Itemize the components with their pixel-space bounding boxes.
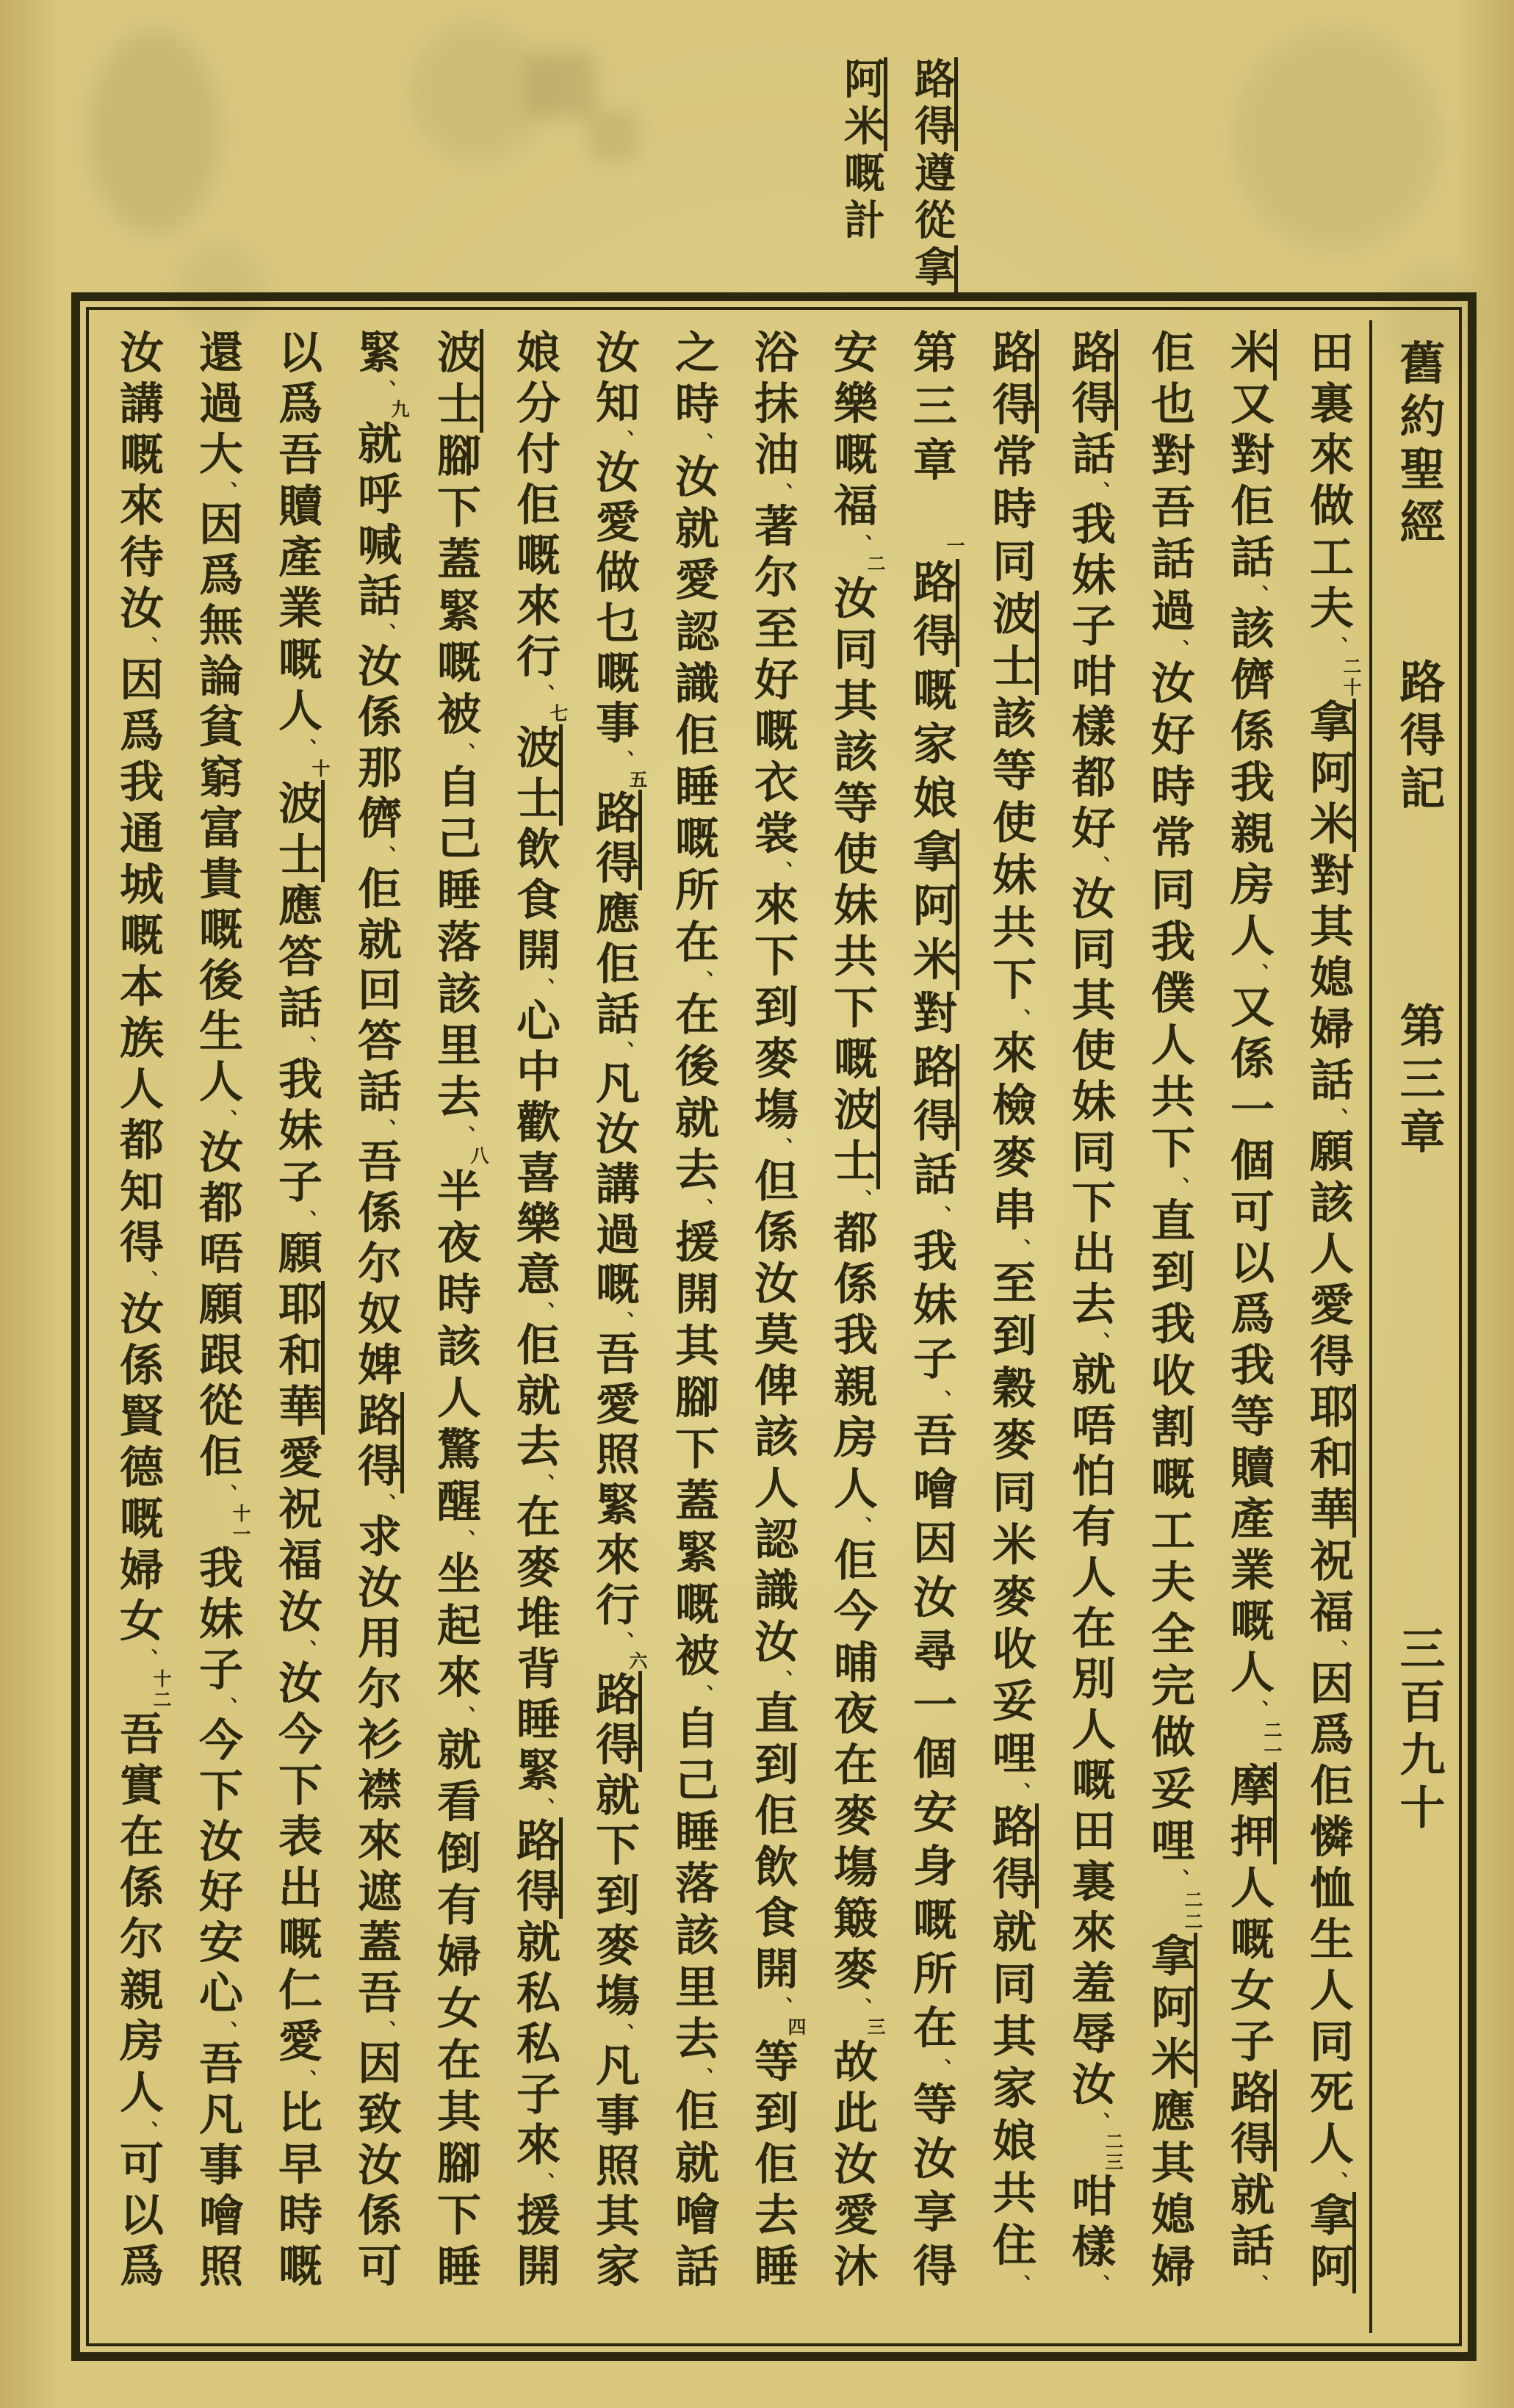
text-run: 應其媳婦: [1145, 2088, 1194, 2293]
verse-number: 五: [627, 769, 646, 790]
text-column: [892, 329, 971, 2293]
text-column: [1209, 329, 1288, 2293]
text-run: 對: [907, 989, 956, 1044]
punctuation-mark: 、: [930, 1205, 951, 1229]
proper-name: 路得: [907, 559, 959, 667]
proper-name: 拿阿: [1304, 2192, 1356, 2293]
proper-name: 拿阿米: [838, 57, 958, 292]
punctuation-mark: 、: [533, 684, 555, 704]
proper-name: 拿阿米: [1145, 1933, 1197, 2088]
proper-name: 路得: [907, 1044, 959, 1152]
text-run: 祝福、因爲佢憐恤生人同死人、: [1304, 1537, 1352, 2192]
punctuation-mark: 、: [533, 978, 555, 998]
text-column: [733, 329, 812, 2293]
text-run: 故此汝愛沐: [828, 2038, 876, 2293]
text-run: 浴抹油、著尔至好嘅衣裳、來下到麥塲、但係汝莫俾該人認識汝、直到佢飲食開、: [749, 329, 797, 2018]
text-run: 就同其家娘共住、: [987, 1908, 1035, 2293]
page-frame: [71, 292, 1477, 2361]
spacer: [1417, 1161, 1419, 1625]
verse-number: 十二: [151, 1669, 170, 1712]
text-run: 、都係我親房人、佢今晡夜在麥塲簸麥、: [828, 1189, 876, 2018]
verse-number: 一: [944, 531, 964, 560]
proper-name: 路得: [909, 57, 958, 151]
punctuation-mark: 、: [613, 750, 634, 770]
running-header: [812, 57, 967, 301]
body-columns: [98, 320, 1368, 2333]
title-column: [1369, 320, 1453, 2333]
text-run: 話、我妹子咁樣都好、汝同其使妹同下出去、就唔怕有人在別人嘅田裏來羞辱汝、: [1066, 430, 1114, 2132]
punctuation-mark: 、: [375, 2020, 396, 2041]
punctuation-mark: 、: [454, 1705, 475, 1726]
text-run: 嘅家娘: [907, 666, 956, 829]
text-column: [1130, 329, 1209, 2293]
punctuation-mark: 、: [613, 1311, 634, 1331]
punctuation-mark: 、: [1089, 480, 1110, 501]
text-run: 咁樣、: [1066, 2172, 1114, 2293]
proper-name: 米: [1225, 329, 1277, 381]
text-run: 就私私子來、援開: [511, 1919, 559, 2293]
text-run: 吾實在係尔親房人、可以爲: [114, 1711, 162, 2293]
text-run: 該等使妹共下、來檢麥串、至到穀麥同米麥收妥哩、: [987, 694, 1035, 1804]
punctuation-mark: 、: [375, 623, 396, 644]
bleedthrough-smudge: [529, 51, 595, 118]
text-run: 應佢話、凡汝講過嘅、吾愛照緊來行、: [590, 890, 638, 1651]
text-column: [178, 329, 257, 2293]
punctuation-mark: 、: [375, 1119, 396, 1139]
text-run: 還過大、因爲無論貧窮富貴嘅後生人、汝都唔願跟從佢、: [193, 329, 242, 1504]
punctuation-mark: 、: [692, 432, 713, 454]
punctuation-mark: 、: [771, 861, 793, 882]
verse-number: 三: [865, 2017, 884, 2038]
spacer: [1417, 817, 1419, 1002]
text-sheet: [93, 320, 1453, 2333]
text-column: [812, 329, 892, 2293]
punctuation-mark: 、: [216, 2020, 237, 2041]
text-run: 人嘅女子: [1225, 1864, 1273, 2069]
text-run: 遵從: [909, 151, 954, 245]
verse-number: 二二: [1182, 1889, 1202, 1933]
punctuation-mark: 、: [533, 1798, 555, 1818]
text-run: 就下到麥塲、凡事照其家: [590, 1771, 638, 2293]
punctuation-mark: 、: [1247, 585, 1269, 605]
verse-number: 二三: [1103, 2131, 1122, 2173]
text-run: 、求汝用尔衫襟來遮蓋吾、因致汝係可: [352, 1493, 400, 2293]
punctuation-mark: 、: [613, 1632, 634, 1651]
punctuation-mark: 、: [1089, 1331, 1110, 1352]
punctuation-mark: 、: [1327, 1640, 1348, 1660]
text-run: 汝同其該等使妹共下嘅: [828, 574, 876, 1087]
proper-name: 路得: [1225, 2069, 1277, 2171]
punctuation-mark: 、: [375, 846, 396, 866]
text-column: [98, 329, 178, 2293]
text-run: 常時同: [987, 433, 1035, 591]
text-column: [1050, 329, 1130, 2293]
proper-name: 波士: [431, 329, 483, 433]
punctuation-mark: 、: [1247, 2274, 1269, 2293]
text-run: 佢也對吾話過、汝好時常同我僕人共下、直到我收割嘅工夫全完做妥哩、: [1145, 329, 1194, 1890]
text-run: 話、我妹子、吾噲因汝尋一個安身嘅所在、等汝享得: [907, 1151, 956, 2293]
text-run: 以爲吾贖產業嘅人、: [273, 329, 321, 760]
punctuation-mark: 、: [692, 970, 713, 992]
verse-number: 七: [547, 704, 567, 725]
proper-name: 路得: [511, 1817, 563, 1919]
bleedthrough-smudge: [411, 22, 544, 162]
punctuation-mark: 、: [1247, 1700, 1269, 1720]
punctuation-mark: 、: [454, 1529, 475, 1551]
punctuation-mark: 、: [1247, 963, 1269, 984]
text-column: [495, 329, 574, 2293]
punctuation-mark: 、: [930, 1389, 951, 1413]
punctuation-mark: 、: [137, 635, 158, 657]
text-run: 半夜時該人驚醒、坐起來、就看倒有婦女在其腳下睡: [431, 1167, 480, 2293]
text-run: 田裏來做工夫、: [1304, 329, 1352, 657]
punctuation-mark: 、: [851, 533, 872, 555]
proper-name: 路得: [1066, 329, 1118, 430]
bleedthrough-smudge: [1234, 29, 1440, 250]
punctuation-mark: 、: [137, 1270, 158, 1291]
punctuation-mark: 、: [771, 1997, 793, 2018]
punctuation-mark: 、: [692, 1684, 713, 1706]
punctuation-mark: 、: [1089, 855, 1110, 876]
spacer: [931, 491, 932, 532]
text-run: 又對佢話、該儕係我親房人、又係一個可以爲我等贖產業嘅人、: [1225, 380, 1273, 1720]
punctuation-mark: 、: [613, 429, 634, 450]
text-run: 第三章: [907, 329, 956, 491]
proper-name: 波士: [828, 1086, 880, 1189]
punctuation-mark: 、: [216, 480, 237, 501]
bleedthrough-smudge: [588, 110, 639, 162]
punctuation-mark: 、: [1009, 2274, 1031, 2293]
text-run: 汝知、汝愛做乜嘅事、: [590, 329, 638, 770]
punctuation-mark: 、: [930, 2058, 951, 2082]
punctuation-mark: 、: [533, 1302, 555, 1322]
text-run: 愛祝福汝、汝今下表出嘅仁愛、比早時嘅: [273, 1435, 321, 2293]
punctuation-mark: 、: [1168, 639, 1189, 660]
punctuation-mark: 、: [1327, 1108, 1348, 1128]
punctuation-mark: 、: [216, 1696, 237, 1717]
proper-name: 路得: [987, 329, 1039, 433]
proper-name: 耶和華: [1304, 1384, 1356, 1538]
punctuation-mark: 、: [295, 1639, 317, 1660]
punctuation-mark: 、: [771, 483, 793, 503]
punctuation-mark: 、: [216, 1483, 237, 1504]
proper-name: 路得: [590, 1671, 642, 1772]
punctuation-mark: 、: [692, 2066, 713, 2088]
punctuation-mark: 、: [375, 1493, 396, 1514]
text-run: 緊、: [352, 329, 400, 400]
page-number: 三百九十: [1393, 1625, 1443, 1836]
text-run: 等到佢去睡: [749, 2038, 797, 2293]
punctuation-mark: 、: [1327, 2171, 1348, 2192]
punctuation-mark: 、: [851, 1189, 872, 1210]
proper-name: 拿阿米: [1304, 699, 1356, 852]
text-run: 就呼喊話、汝係那儕、佢就回答話、吾係尔奴婢: [352, 420, 400, 1393]
proper-name: 拿阿米: [907, 829, 959, 990]
punctuation-mark: 、: [771, 1669, 793, 1690]
proper-name: 耶和華: [273, 1281, 325, 1435]
punctuation-mark: 、: [295, 2069, 317, 2090]
section-title: 路得記: [1393, 658, 1443, 817]
verse-number: 十一: [230, 1503, 250, 1545]
verse-number: 四: [785, 2017, 805, 2038]
text-column: [1288, 329, 1368, 2293]
spacer: [1417, 551, 1419, 658]
text-run: 嘅計: [838, 151, 884, 245]
proper-name: 摩押: [1225, 1762, 1277, 1864]
text-column: [574, 329, 654, 2293]
text-run: 娘分付佢嘅來行、: [511, 329, 559, 704]
punctuation-mark: 、: [375, 380, 396, 400]
punctuation-mark: 、: [137, 1648, 158, 1670]
verse-number: 二一: [1261, 1720, 1281, 1763]
verse-number: 九: [389, 400, 408, 421]
punctuation-mark: 、: [295, 738, 317, 760]
punctuation-mark: 、: [613, 1040, 634, 1061]
punctuation-mark: 、: [1009, 1239, 1031, 1261]
text-run: 之時、汝就愛認識佢睡嘅所在、在後就去、援開其腳下蓋緊嘅被、自己睡落該里去、佢就噲話: [669, 329, 718, 2293]
punctuation-mark: 、: [771, 1137, 793, 1158]
punctuation-mark: 、: [1168, 1176, 1189, 1198]
verse-number: 二十: [1341, 656, 1360, 699]
text-column: [416, 329, 495, 2293]
punctuation-mark: 、: [1009, 1782, 1031, 1804]
punctuation-mark: 、: [613, 2022, 634, 2043]
punctuation-mark: 、: [454, 1125, 475, 1147]
text-run: 就話、: [1225, 2171, 1273, 2293]
punctuation-mark: 、: [454, 742, 475, 764]
page-frame-inner-rule: [86, 307, 1462, 2346]
text-run: 安樂嘅福、: [828, 329, 876, 555]
proper-name: 波士: [511, 724, 563, 826]
punctuation-mark: 、: [295, 1209, 317, 1230]
book-title: 舊約聖經: [1393, 339, 1443, 551]
proper-name: 波士: [273, 780, 325, 882]
text-column: [971, 329, 1050, 2293]
punctuation-mark: 、: [137, 2120, 158, 2141]
verse-number: 二: [865, 554, 884, 575]
punctuation-mark: 、: [295, 1036, 317, 1056]
verse-number: 六: [627, 1651, 646, 1672]
text-run: 腳下蓋緊嘅被、自己睡落該里去、: [431, 432, 480, 1147]
punctuation-mark: 、: [851, 1997, 872, 2018]
punctuation-mark: 、: [1327, 635, 1348, 657]
punctuation-mark: 、: [533, 1474, 555, 1494]
text-run: 汝講嘅來待汝、因爲我通城嘅本族人都知得、汝係賢德嘅婦女、: [114, 329, 162, 1670]
text-run: 我妹子、今下汝好安心、吾凡事噲照: [193, 1544, 242, 2293]
proper-name: 路得: [352, 1392, 404, 1493]
punctuation-mark: 、: [533, 2172, 555, 2193]
chapter-heading: 第三章: [1393, 1002, 1443, 1161]
punctuation-mark: 、: [1089, 2274, 1110, 2293]
proper-name: 路得: [590, 790, 642, 890]
text-run: 飲食開、心中歡喜樂意、佢就去、在麥堆背睡緊、: [511, 826, 559, 1818]
punctuation-mark: 、: [851, 1516, 872, 1537]
punctuation-mark: 、: [1168, 1869, 1189, 1890]
punctuation-mark: 、: [1089, 2111, 1110, 2132]
punctuation-mark: 、: [1009, 1008, 1031, 1030]
text-column: [654, 329, 733, 2293]
verse-number: 十: [309, 759, 329, 780]
text-column: [257, 329, 336, 2293]
verse-number: 八: [468, 1146, 488, 1168]
proper-name: 路得: [987, 1803, 1039, 1908]
punctuation-mark: 、: [692, 1197, 713, 1219]
punctuation-mark: 、: [216, 1109, 237, 1129]
text-column: [336, 329, 416, 2293]
proper-name: 波士: [987, 591, 1039, 695]
text-run: 應答話、我妹子、願: [273, 882, 321, 1282]
bleedthrough-smudge: [88, 29, 220, 235]
text-run: 對其媳婦話、願該人愛得: [1304, 851, 1352, 1384]
